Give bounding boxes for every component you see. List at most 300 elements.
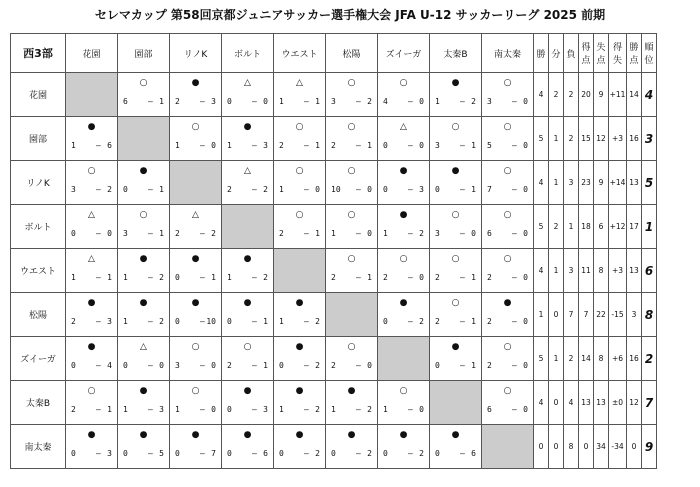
score-against: 1 — [471, 185, 476, 194]
score-for: 2 — [279, 141, 284, 150]
row-team-name: 園部 — [11, 117, 66, 161]
stat-得失: -15 — [609, 293, 627, 337]
score-for: 1 — [279, 97, 284, 106]
result-mark: ● — [191, 254, 200, 264]
score-against: 0 — [211, 141, 216, 150]
result-mark: ● — [347, 430, 356, 440]
row-team-name: ウエスト — [11, 249, 66, 293]
match-cell — [378, 249, 430, 293]
match-cell — [66, 161, 118, 205]
result-mark: ○ — [87, 386, 96, 396]
self-match-cell — [430, 381, 482, 425]
match-cell — [222, 161, 274, 205]
result-mark: △ — [296, 78, 303, 88]
score-for: 0 — [435, 361, 440, 370]
stat-得点: 15 — [579, 117, 594, 161]
score-for: 1 — [71, 273, 76, 282]
match-cell — [274, 337, 326, 381]
match-cell — [274, 293, 326, 337]
score-for: 0 — [383, 141, 388, 150]
match-cell — [430, 425, 482, 469]
column-header-stat: 勝 — [534, 34, 549, 73]
match-cell — [430, 161, 482, 205]
score-against: 2 — [315, 317, 320, 326]
column-header-team: 園部 — [118, 34, 170, 73]
match-cell — [222, 425, 274, 469]
column-header-stat: 勝点 — [627, 34, 642, 73]
result-mark: △ — [244, 78, 251, 88]
stat-分: 1 — [549, 117, 564, 161]
score-against: 5 — [159, 449, 164, 458]
score-against: 2 — [367, 97, 372, 106]
row-team-name: 太秦B — [11, 381, 66, 425]
score-against: 2 — [367, 449, 372, 458]
self-match-cell — [326, 293, 378, 337]
score-dash: – — [460, 141, 465, 150]
rank-value: 6 — [642, 249, 657, 293]
match-cell — [274, 161, 326, 205]
match-cell — [326, 249, 378, 293]
score-for: 0 — [435, 185, 440, 194]
score-against: 0 — [523, 405, 528, 414]
self-match-cell — [378, 337, 430, 381]
stat-分: 2 — [549, 73, 564, 117]
stat-勝点: 3 — [627, 293, 642, 337]
score-dash: – — [200, 449, 205, 458]
result-mark: ● — [347, 386, 356, 396]
stat-勝: 0 — [534, 425, 549, 469]
score-dash: – — [356, 141, 361, 150]
score-for: 2 — [487, 361, 492, 370]
result-mark: ○ — [399, 254, 408, 264]
column-header-team: 花園 — [66, 34, 118, 73]
score-dash: – — [304, 449, 309, 458]
result-mark: ● — [139, 386, 148, 396]
result-mark: ● — [295, 342, 304, 352]
score-for: 1 — [71, 141, 76, 150]
stat-負: 3 — [564, 249, 579, 293]
match-cell — [170, 205, 222, 249]
score-against: 2 — [315, 361, 320, 370]
score-dash: – — [408, 185, 413, 194]
score-against: 1 — [263, 361, 268, 370]
column-header-stat: 得点 — [579, 34, 594, 73]
result-mark: ● — [451, 78, 460, 88]
score-dash: – — [512, 317, 517, 326]
match-cell — [274, 117, 326, 161]
stat-負: 7 — [564, 293, 579, 337]
result-mark: ● — [399, 210, 408, 220]
score-against: 2 — [315, 449, 320, 458]
score-dash: – — [512, 405, 517, 414]
result-mark: ● — [295, 298, 304, 308]
score-for: 2 — [435, 273, 440, 282]
score-for: 1 — [227, 273, 232, 282]
score-dash: – — [200, 317, 205, 326]
score-for: 0 — [331, 449, 336, 458]
score-against: 0 — [211, 405, 216, 414]
score-against: 1 — [315, 229, 320, 238]
stat-勝: 5 — [534, 117, 549, 161]
match-cell — [378, 425, 430, 469]
score-against: 0 — [523, 273, 528, 282]
score-for: 2 — [383, 273, 388, 282]
row-team-name: リノK — [11, 161, 66, 205]
score-for: 0 — [175, 273, 180, 282]
rank-value: 9 — [642, 425, 657, 469]
stat-得点: 11 — [579, 249, 594, 293]
stat-負: 8 — [564, 425, 579, 469]
match-cell — [326, 161, 378, 205]
score-for: 0 — [71, 449, 76, 458]
match-cell — [482, 293, 534, 337]
score-against: 2 — [211, 229, 216, 238]
result-mark: ○ — [191, 386, 200, 396]
result-mark: ● — [451, 342, 460, 352]
match-cell — [482, 249, 534, 293]
match-cell — [482, 205, 534, 249]
self-match-cell — [118, 117, 170, 161]
score-for: 0 — [383, 449, 388, 458]
score-for: 3 — [175, 361, 180, 370]
score-dash: – — [96, 449, 101, 458]
score-dash: – — [512, 229, 517, 238]
stat-得点: 20 — [579, 73, 594, 117]
result-mark: ○ — [347, 342, 356, 352]
match-cell — [118, 205, 170, 249]
score-against: 0 — [367, 229, 372, 238]
stat-失点: 8 — [594, 337, 609, 381]
score-for: 2 — [331, 273, 336, 282]
stat-得失: +11 — [609, 73, 627, 117]
score-dash: – — [200, 273, 205, 282]
score-dash: – — [252, 405, 257, 414]
score-for: 0 — [279, 361, 284, 370]
stat-勝点: 12 — [627, 381, 642, 425]
stat-分: 1 — [549, 249, 564, 293]
score-dash: – — [408, 405, 413, 414]
table-row — [11, 117, 657, 161]
score-dash: – — [148, 405, 153, 414]
column-header-team: 太秦B — [430, 34, 482, 73]
score-dash: – — [252, 361, 257, 370]
stat-勝: 4 — [534, 161, 549, 205]
column-header-team: ウエスト — [274, 34, 326, 73]
score-dash: – — [460, 317, 465, 326]
stat-勝: 4 — [534, 73, 549, 117]
stat-失点: 9 — [594, 73, 609, 117]
match-cell — [170, 337, 222, 381]
match-cell — [430, 249, 482, 293]
score-against: 6 — [263, 449, 268, 458]
match-cell — [326, 425, 378, 469]
score-for: 0 — [383, 185, 388, 194]
result-mark: ● — [295, 386, 304, 396]
score-against: 1 — [471, 273, 476, 282]
stat-負: 2 — [564, 337, 579, 381]
score-against: 1 — [159, 185, 164, 194]
league-table — [10, 33, 657, 469]
result-mark: ● — [87, 122, 96, 132]
row-team-name: ズイーガ — [11, 337, 66, 381]
score-for: 0 — [227, 97, 232, 106]
result-mark: ● — [243, 298, 252, 308]
score-dash: – — [252, 97, 257, 106]
score-against: 0 — [523, 229, 528, 238]
match-cell — [170, 73, 222, 117]
stat-勝: 5 — [534, 205, 549, 249]
match-cell — [118, 161, 170, 205]
match-cell — [66, 381, 118, 425]
score-dash: – — [356, 449, 361, 458]
result-mark: ● — [243, 254, 252, 264]
score-against: 1 — [159, 229, 164, 238]
match-cell — [326, 73, 378, 117]
row-team-name: 南太秦 — [11, 425, 66, 469]
score-against: 7 — [211, 449, 216, 458]
score-against: 1 — [367, 141, 372, 150]
score-dash: – — [304, 97, 309, 106]
match-cell — [274, 73, 326, 117]
score-for: 1 — [279, 185, 284, 194]
result-mark: ● — [399, 298, 408, 308]
score-against: 3 — [159, 405, 164, 414]
score-for: 0 — [175, 317, 180, 326]
stat-負: 3 — [564, 161, 579, 205]
score-dash: – — [148, 273, 153, 282]
match-cell — [222, 293, 274, 337]
score-against: 3 — [107, 449, 112, 458]
score-dash: – — [356, 361, 361, 370]
score-against: 6 — [107, 141, 112, 150]
score-against: 1 — [471, 361, 476, 370]
match-cell — [222, 337, 274, 381]
score-dash: – — [252, 141, 257, 150]
score-against: 0 — [471, 229, 476, 238]
stat-勝: 4 — [534, 249, 549, 293]
score-for: 6 — [487, 229, 492, 238]
match-cell — [170, 293, 222, 337]
table-row — [11, 161, 657, 205]
score-dash: – — [408, 97, 413, 106]
score-against: 0 — [419, 405, 424, 414]
score-for: 2 — [435, 317, 440, 326]
result-mark: △ — [400, 122, 407, 132]
result-mark: ● — [399, 430, 408, 440]
score-dash: – — [96, 229, 101, 238]
score-for: 1 — [279, 317, 284, 326]
result-mark: ○ — [451, 254, 460, 264]
rank-value: 8 — [642, 293, 657, 337]
score-against: 2 — [419, 449, 424, 458]
score-for: 0 — [71, 361, 76, 370]
table-row — [11, 249, 657, 293]
stat-得失: -34 — [609, 425, 627, 469]
score-dash: – — [356, 273, 361, 282]
match-cell — [222, 381, 274, 425]
result-mark: ● — [451, 166, 460, 176]
stat-失点: 8 — [594, 249, 609, 293]
score-against: 0 — [419, 141, 424, 150]
score-dash: – — [252, 317, 257, 326]
score-dash: – — [148, 361, 153, 370]
match-cell — [326, 117, 378, 161]
score-against: 3 — [263, 405, 268, 414]
score-for: 1 — [227, 141, 232, 150]
score-for: 1 — [175, 405, 180, 414]
score-dash: – — [148, 317, 153, 326]
match-cell — [326, 337, 378, 381]
score-against: 1 — [107, 273, 112, 282]
corner-label: 西3部 — [11, 34, 66, 73]
score-against: 0 — [419, 273, 424, 282]
score-dash: – — [148, 185, 153, 194]
match-cell — [66, 293, 118, 337]
score-against: 0 — [159, 361, 164, 370]
score-dash: – — [356, 97, 361, 106]
result-mark: ○ — [191, 342, 200, 352]
score-dash: – — [460, 361, 465, 370]
stat-得失: +3 — [609, 117, 627, 161]
rank-value: 1 — [642, 205, 657, 249]
score-dash: – — [512, 273, 517, 282]
score-against: 10 — [206, 317, 216, 326]
result-mark: ○ — [295, 166, 304, 176]
stat-得失: +6 — [609, 337, 627, 381]
score-for: 0 — [123, 449, 128, 458]
score-for: 10 — [331, 185, 341, 194]
score-for: 0 — [227, 405, 232, 414]
stat-勝点: 16 — [627, 337, 642, 381]
header-row — [11, 34, 657, 73]
score-dash: – — [96, 317, 101, 326]
result-mark: △ — [244, 166, 251, 176]
match-cell — [66, 117, 118, 161]
match-cell — [430, 205, 482, 249]
score-against: 1 — [471, 317, 476, 326]
stat-得失: ±0 — [609, 381, 627, 425]
score-dash: – — [252, 185, 257, 194]
stat-勝点: 13 — [627, 249, 642, 293]
score-dash: – — [304, 317, 309, 326]
result-mark: ○ — [503, 386, 512, 396]
score-for: 0 — [383, 317, 388, 326]
stat-分: 0 — [549, 381, 564, 425]
score-dash: – — [252, 273, 257, 282]
score-dash: – — [304, 405, 309, 414]
result-mark: ○ — [503, 342, 512, 352]
score-against: 0 — [367, 185, 372, 194]
score-for: 2 — [331, 141, 336, 150]
result-mark: △ — [140, 342, 147, 352]
score-dash: – — [304, 141, 309, 150]
score-against: 0 — [211, 361, 216, 370]
score-for: 0 — [175, 449, 180, 458]
stat-分: 0 — [549, 425, 564, 469]
stat-得失: +14 — [609, 161, 627, 205]
score-dash: – — [96, 361, 101, 370]
score-against: 3 — [263, 141, 268, 150]
score-for: 7 — [487, 185, 492, 194]
score-dash: – — [148, 97, 153, 106]
score-against: 2 — [419, 317, 424, 326]
score-dash: – — [252, 449, 257, 458]
score-dash: – — [512, 361, 517, 370]
match-cell — [482, 117, 534, 161]
match-cell — [170, 381, 222, 425]
score-dash: – — [96, 185, 101, 194]
score-against: 0 — [263, 97, 268, 106]
result-mark: ● — [139, 298, 148, 308]
score-against: 1 — [159, 97, 164, 106]
result-mark: ● — [191, 298, 200, 308]
match-cell — [118, 425, 170, 469]
score-dash: – — [356, 185, 361, 194]
score-against: 2 — [419, 229, 424, 238]
match-cell — [326, 381, 378, 425]
rank-value: 3 — [642, 117, 657, 161]
score-against: 0 — [107, 229, 112, 238]
stat-失点: 22 — [594, 293, 609, 337]
rank-value: 7 — [642, 381, 657, 425]
match-cell — [482, 73, 534, 117]
match-cell — [222, 249, 274, 293]
score-for: 3 — [435, 141, 440, 150]
score-against: 0 — [367, 361, 372, 370]
result-mark: ○ — [347, 166, 356, 176]
self-match-cell — [66, 73, 118, 117]
score-dash: – — [408, 141, 413, 150]
result-mark: ○ — [399, 78, 408, 88]
score-dash: – — [408, 449, 413, 458]
score-against: 4 — [107, 361, 112, 370]
stat-負: 1 — [564, 205, 579, 249]
result-mark: ○ — [347, 78, 356, 88]
stat-分: 1 — [549, 337, 564, 381]
score-for: 2 — [487, 273, 492, 282]
self-match-cell — [170, 161, 222, 205]
score-against: 2 — [367, 405, 372, 414]
result-mark: ○ — [295, 210, 304, 220]
score-dash: – — [96, 405, 101, 414]
stat-分: 0 — [549, 293, 564, 337]
score-for: 1 — [435, 97, 440, 106]
match-cell — [378, 73, 430, 117]
score-against: 3 — [107, 317, 112, 326]
score-dash: – — [96, 141, 101, 150]
result-mark: ○ — [503, 166, 512, 176]
score-dash: – — [200, 361, 205, 370]
match-cell — [66, 205, 118, 249]
score-for: 1 — [383, 405, 388, 414]
stat-得点: 0 — [579, 425, 594, 469]
score-for: 1 — [175, 141, 180, 150]
stat-負: 2 — [564, 73, 579, 117]
column-header-stat: 得失 — [609, 34, 627, 73]
result-mark: ● — [243, 122, 252, 132]
result-mark: ○ — [451, 122, 460, 132]
result-mark: ○ — [503, 254, 512, 264]
match-cell — [430, 337, 482, 381]
result-mark: ○ — [451, 210, 460, 220]
result-mark: △ — [192, 210, 199, 220]
self-match-cell — [274, 249, 326, 293]
table-row — [11, 381, 657, 425]
score-against: 0 — [419, 97, 424, 106]
match-cell — [326, 205, 378, 249]
score-against: 2 — [159, 273, 164, 282]
score-dash: – — [200, 229, 205, 238]
